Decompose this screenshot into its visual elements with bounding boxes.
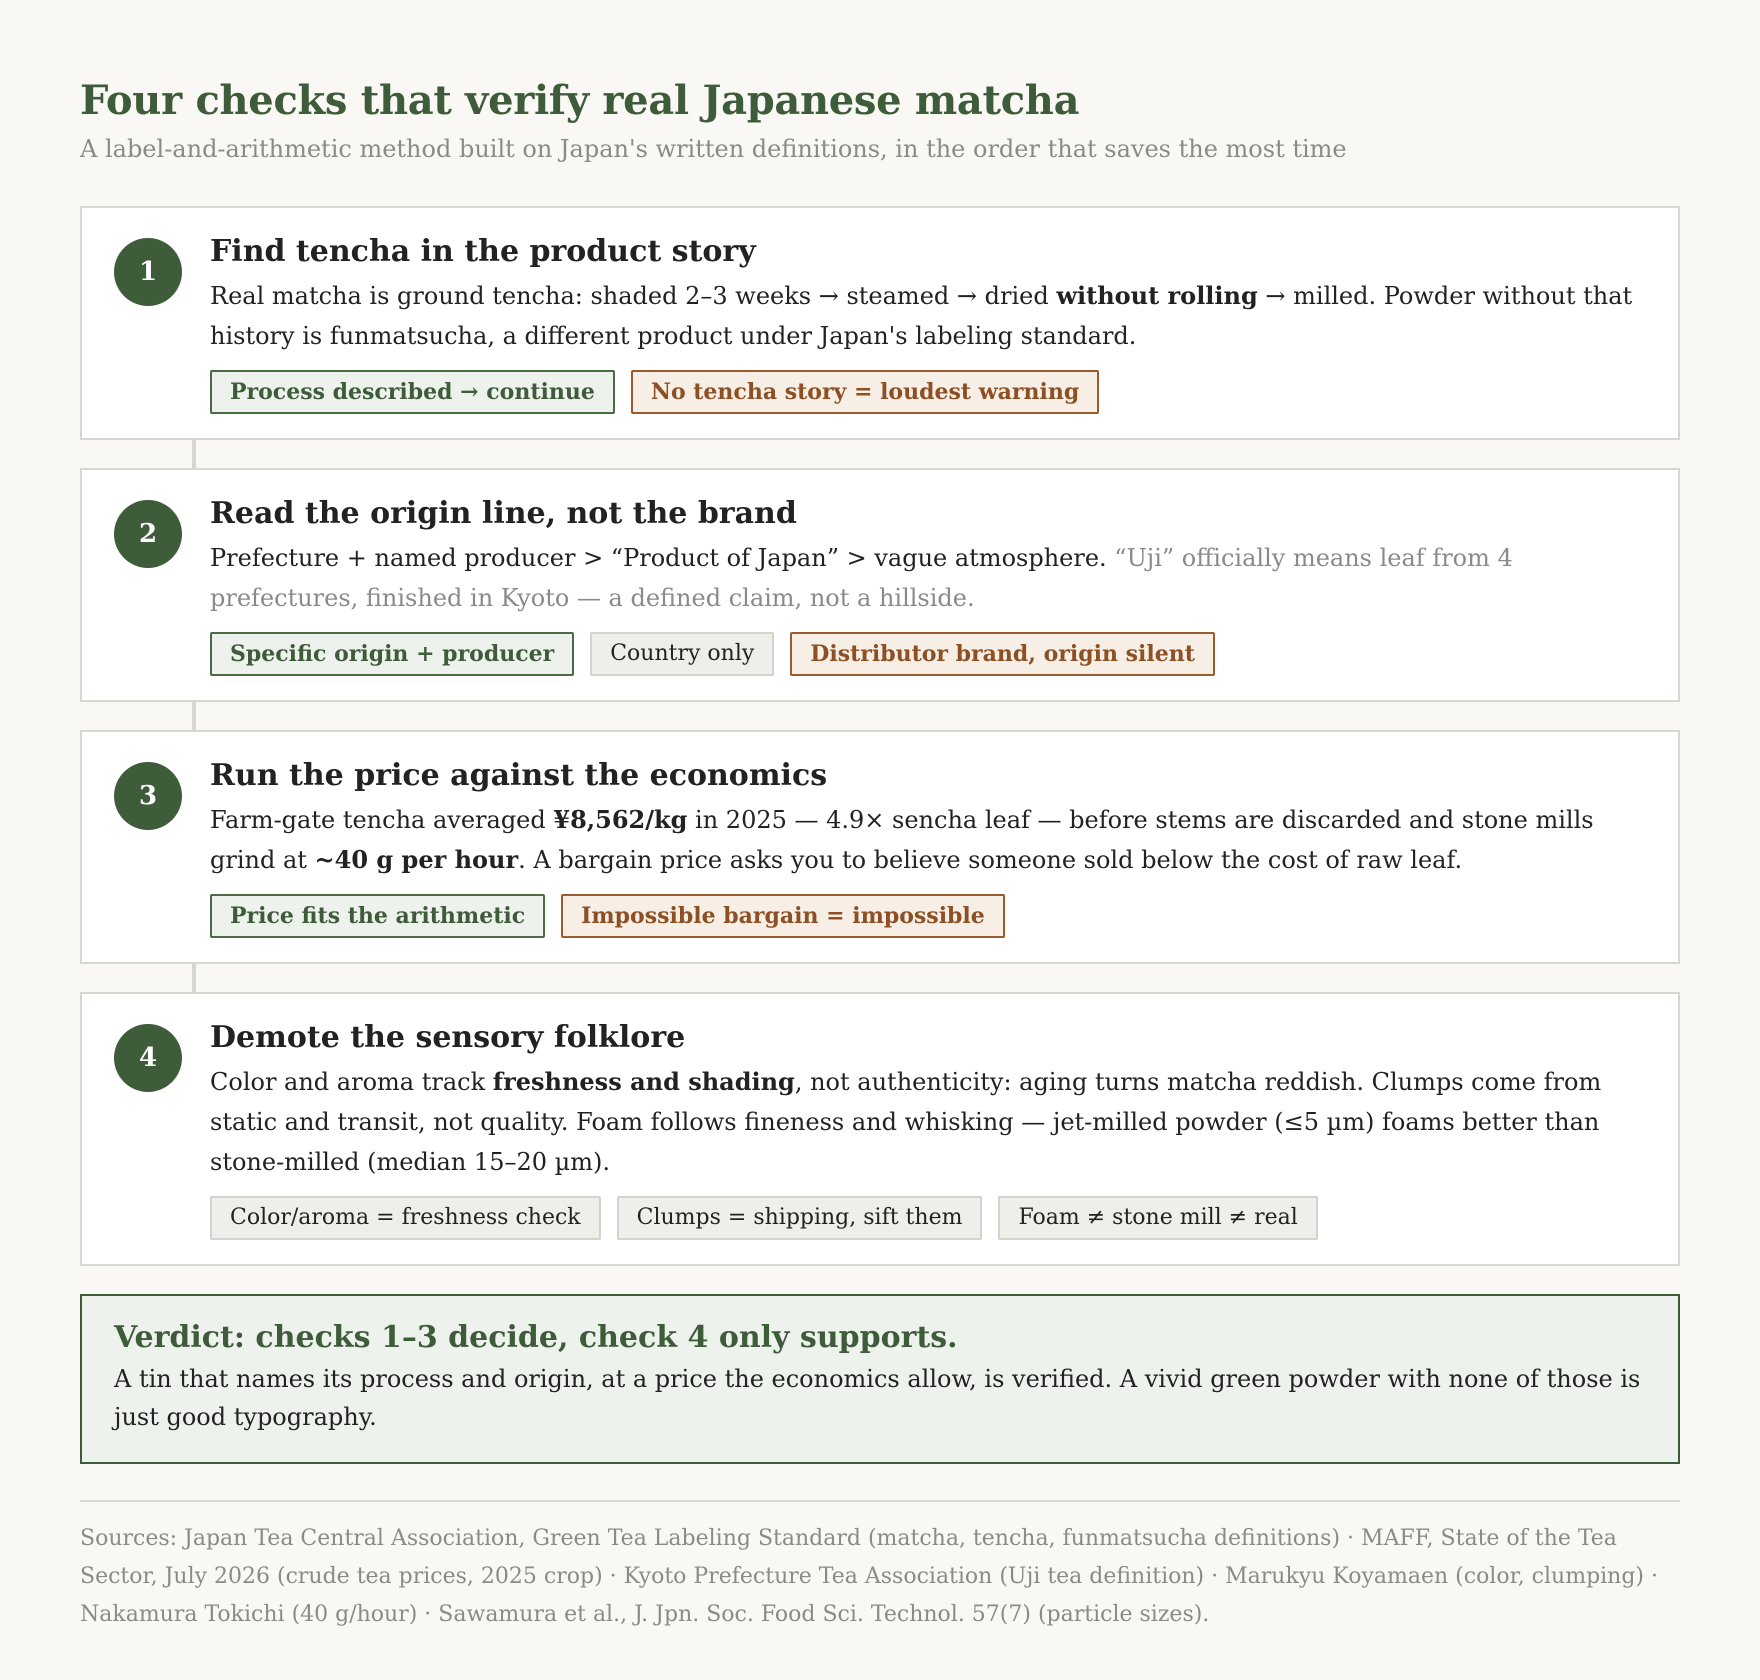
outcome-tag-warn: Impossible bargain = impossible [561, 894, 1005, 938]
check-title: Read the origin line, not the brand [210, 496, 797, 531]
step-connector [192, 702, 196, 730]
check-description [210, 1062, 1638, 1182]
step-number-badge: 2 [114, 500, 182, 568]
check-title: Demote the sensory folklore [210, 1020, 686, 1055]
step-connector [192, 964, 196, 992]
description-text: → milled. Powder without that history is funmatsucha, a different product under Japan's labeling standard. [210, 282, 1633, 350]
description-text: Prefecture + named producer > “Product of Japan” > vague atmosphere. [210, 544, 1115, 572]
description-text: . A bargain price asks you to believe someone sold below the cost of raw leaf. [518, 846, 1463, 874]
outcome-tags [210, 632, 1638, 676]
emphasis-text: ~40 g per hour [314, 845, 519, 874]
emphasis-text: without rolling [1056, 281, 1258, 310]
sources-note: Sources: Japan Tea Central Association, Green Tea Labeling Standard (matcha, tencha, funmatsucha definitions) · MAFF, State of the Tea Sector, July 2026 (crude tea prices, 2025 crop) · Kyoto Prefecture Tea Association (Uji tea definition) · Marukyu Koyamaen (color, clumping) · Nakamura Tokichi (40 g/hour) · Sawamura et al., J. Jpn. Soc. Food Sci. Technol. 57(7) (particle sizes). [80, 1526, 1659, 1627]
outcome-tags [210, 894, 1638, 938]
outcome-tags [210, 1196, 1638, 1240]
emphasis-text: freshness and shading [492, 1067, 795, 1096]
outcome-tag-warn: No tencha story = loudest warning [631, 370, 1099, 414]
description-text: “Uji” officially means leaf from 4 prefectures, finished in Kyoto — a defined claim, not a hillside. [210, 544, 1513, 612]
description-text: Farm-gate tencha averaged [210, 806, 554, 834]
divider [80, 1500, 1680, 1502]
verdict-title: Verdict: checks 1–3 decide, check 4 only supports. [114, 1320, 958, 1355]
check-card-1 [80, 206, 1680, 440]
check-description [210, 800, 1638, 880]
outcome-tag-neutral: Foam ≠ stone mill ≠ real [998, 1196, 1317, 1240]
emphasis-text: ¥8,562/kg [553, 805, 688, 834]
description-text: Color and aroma track [210, 1068, 493, 1096]
outcome-tag-neutral: Clumps = shipping, sift them [617, 1196, 983, 1240]
verdict-box [80, 1294, 1680, 1464]
outcome-tag-good: Price fits the arithmetic [210, 894, 545, 938]
check-title: Run the price against the economics [210, 758, 828, 793]
check-card-4 [80, 992, 1680, 1266]
description-text: , not authenticity: aging turns matcha reddish. Clumps come from static and transit, not quality. Foam follows fineness and whisking — jet-milled powder (≤5 µm) foams better than stone-milled (median 15–20 µm). [210, 1068, 1602, 1176]
outcome-tag-neutral: Color/aroma = freshness check [210, 1196, 601, 1240]
check-description [210, 276, 1638, 356]
page-subtitle: A label-and-arithmetic method built on Japan's written definitions, in the order that saves the most time [80, 135, 1347, 163]
outcome-tag-warn: Distributor brand, origin silent [790, 632, 1215, 676]
outcome-tags [210, 370, 1638, 414]
check-card-3 [80, 730, 1680, 964]
step-connector [192, 440, 196, 468]
description-text: Real matcha is ground tencha: shaded 2–3 weeks → steamed → dried [210, 282, 1057, 310]
step-number-badge: 1 [114, 238, 182, 306]
outcome-tag-good: Process described → continue [210, 370, 615, 414]
outcome-tag-neutral: Country only [590, 632, 774, 676]
description-text: in 2025 — 4.9× sencha leaf — before stems are discarded and stone mills grind at [210, 806, 1594, 874]
step-number-badge: 4 [114, 1024, 182, 1092]
check-card-2 [80, 468, 1680, 702]
page-title: Four checks that verify real Japanese matcha [80, 77, 1080, 124]
check-title: Find tencha in the product story [210, 234, 756, 269]
verdict-body: A tin that names its process and origin, at a price the economics allow, is verified. A vivid green powder with none of those is just good typography. [114, 1365, 1641, 1431]
checks-list [80, 206, 1680, 1266]
outcome-tag-good: Specific origin + producer [210, 632, 574, 676]
step-number-badge: 3 [114, 762, 182, 830]
check-description [210, 538, 1638, 618]
